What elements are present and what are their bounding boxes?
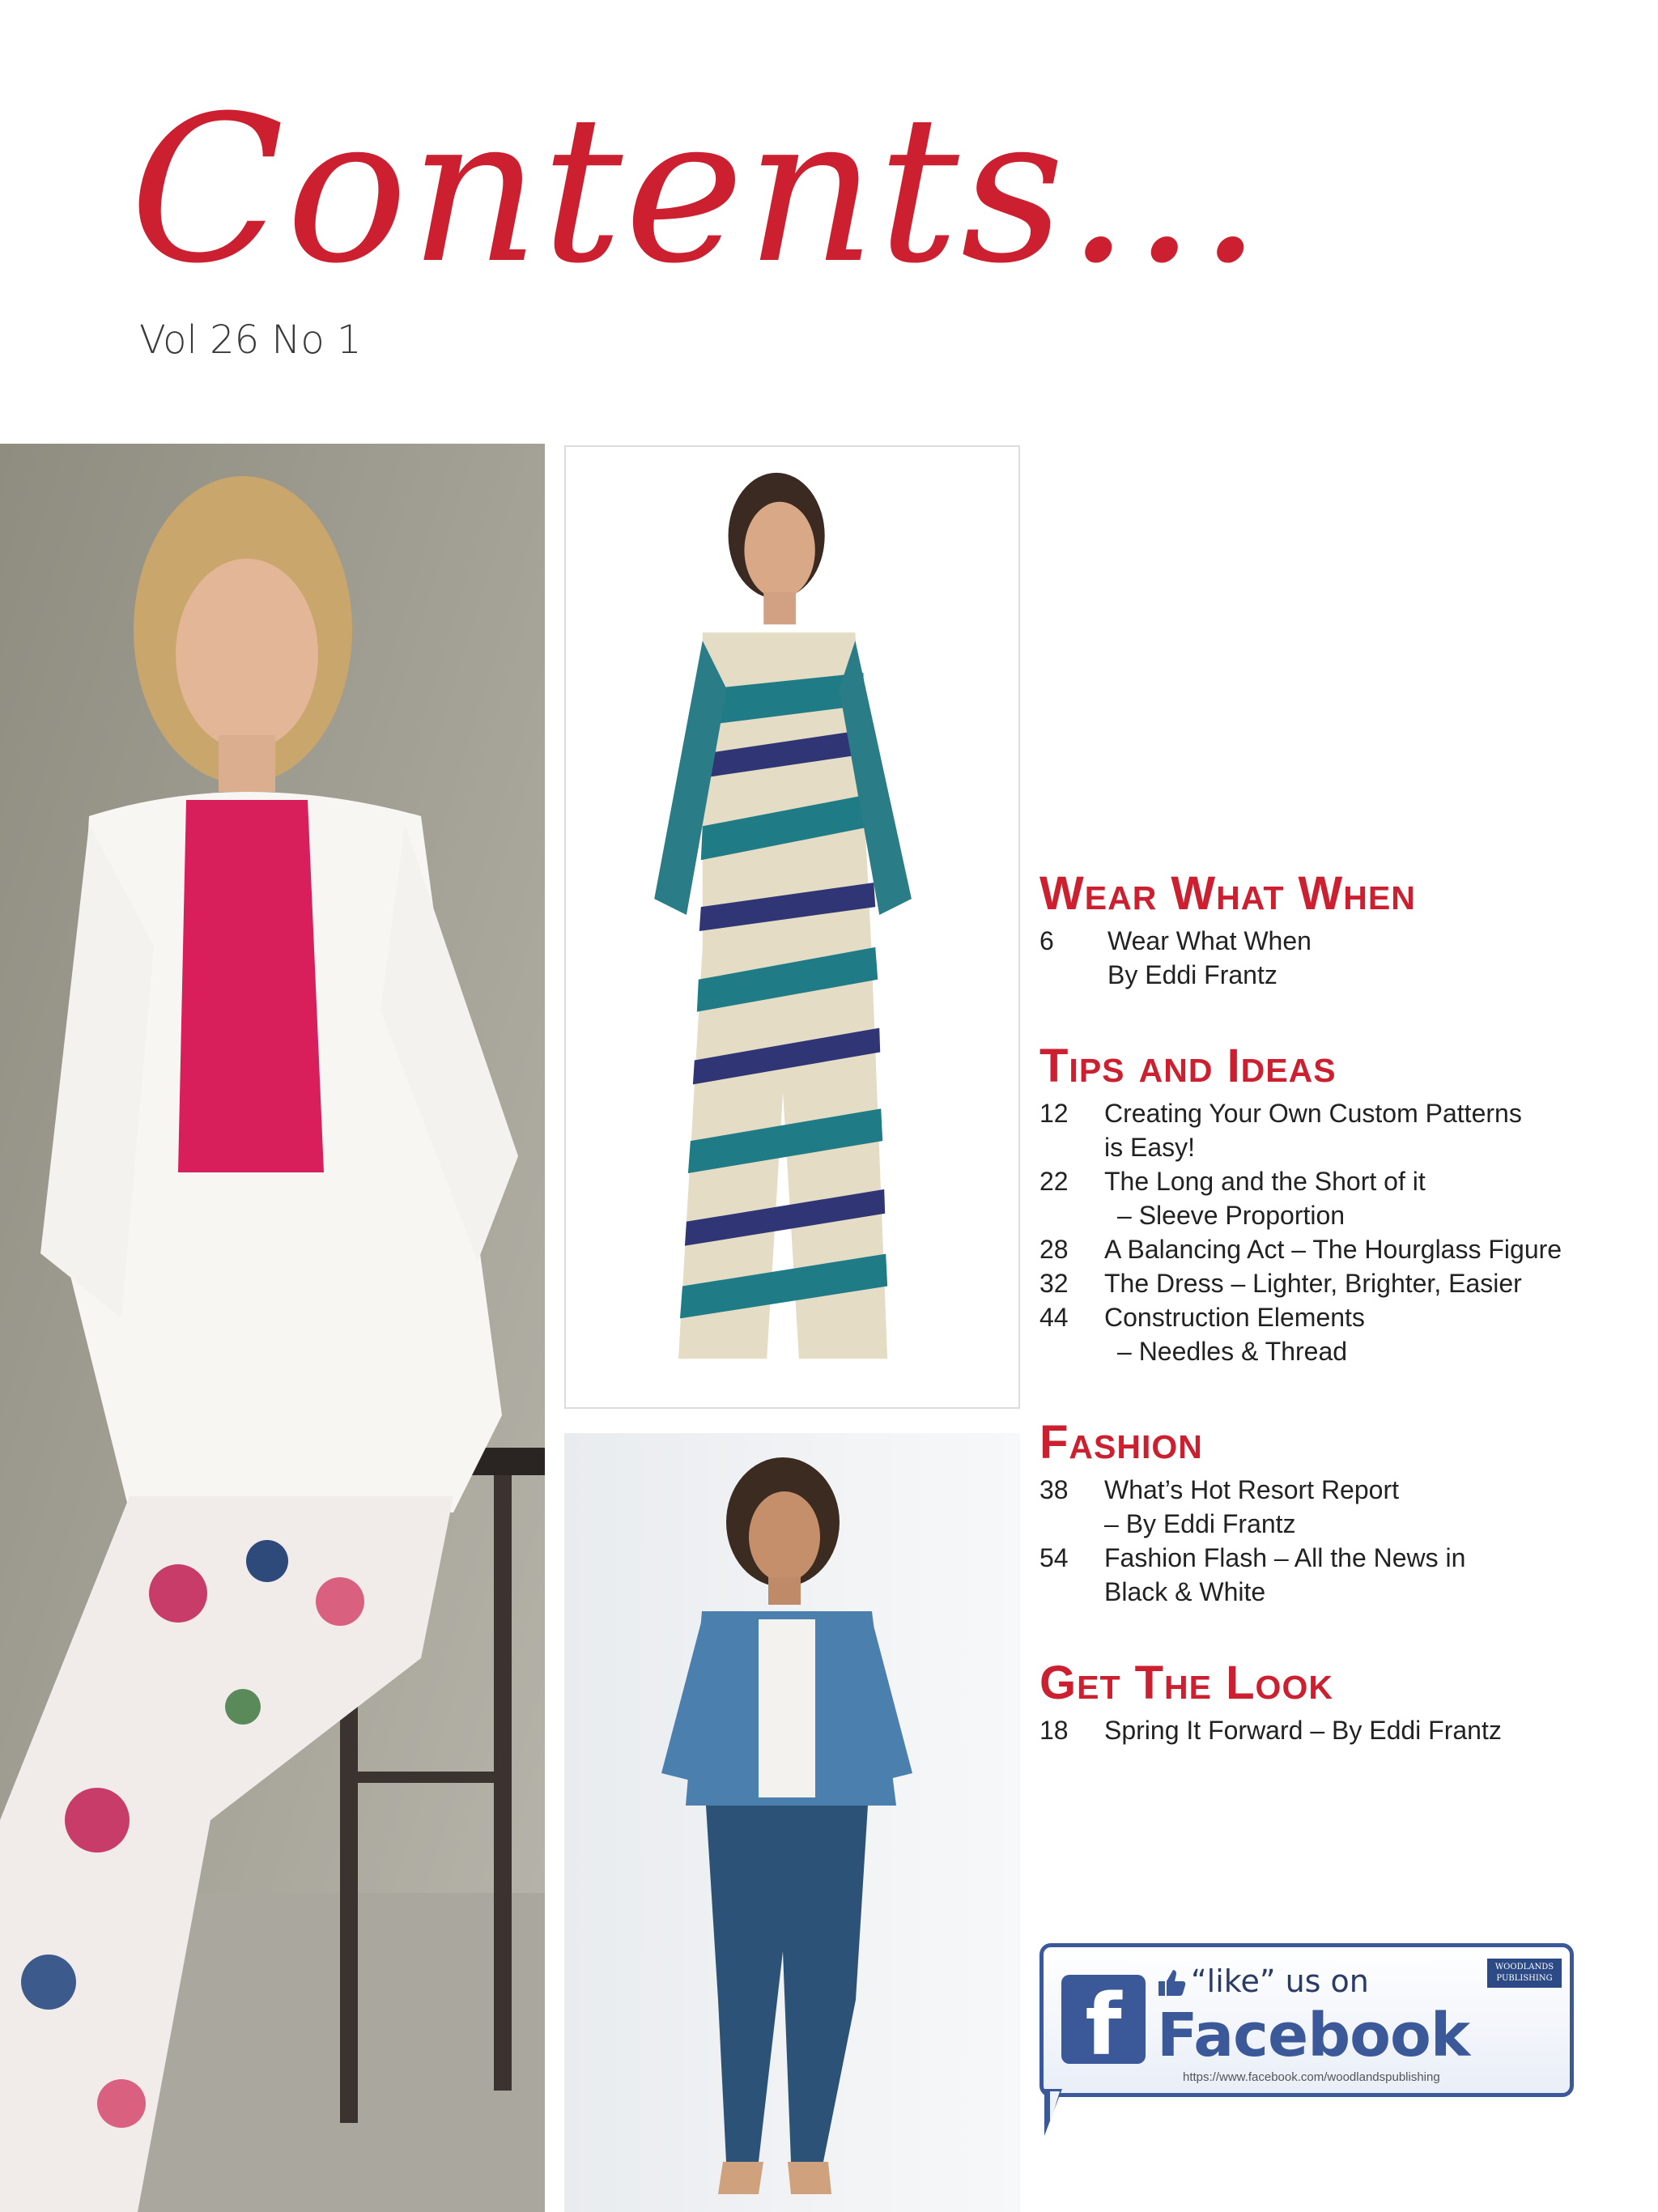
toc-entry xyxy=(1039,1266,1639,1300)
volume-label: Vol 26 No 1 xyxy=(139,317,362,363)
entry-title: Spring It Forward – By Eddi Frantz xyxy=(1104,1716,1502,1745)
entry-title: Wear What When xyxy=(1107,926,1312,955)
facebook-logo-icon: f xyxy=(1061,1975,1146,2064)
toc-entry xyxy=(1039,1232,1639,1266)
entry-title: The Dress – Lighter, Brighter, Easier xyxy=(1104,1269,1522,1298)
page-number: 12 xyxy=(1039,1099,1069,1128)
facebook-wordmark: Facebook xyxy=(1157,2001,1470,2070)
toc-section xyxy=(1039,1039,1639,1368)
page-number: 18 xyxy=(1039,1716,1069,1745)
section-title: Tips and Ideas xyxy=(1039,1040,1337,1092)
photo-striped-jumpsuit xyxy=(564,445,1020,1409)
entry-subtitle: Black & White xyxy=(1104,1577,1266,1606)
section-title: Fashion xyxy=(1039,1416,1203,1469)
entry-title: The Long and the Short of it xyxy=(1104,1167,1426,1196)
toc-section xyxy=(1039,1415,1639,1609)
page-number: 32 xyxy=(1039,1269,1069,1298)
toc-entry xyxy=(1039,1164,1639,1232)
table-of-contents xyxy=(1039,866,1639,1794)
page-number: 44 xyxy=(1039,1303,1069,1332)
toc-entry xyxy=(1039,1541,1639,1609)
page-title: Contents... xyxy=(130,72,1265,308)
toc-entry xyxy=(1039,924,1639,992)
entry-title: Construction Elements xyxy=(1104,1303,1365,1332)
entry-subtitle: By Eddi Frantz xyxy=(1107,960,1278,989)
page-number: 28 xyxy=(1039,1235,1069,1264)
toc-entry xyxy=(1039,1713,1639,1747)
section-title: Wear What When xyxy=(1039,867,1416,920)
page-number: 6 xyxy=(1039,926,1054,955)
toc-entry xyxy=(1039,1096,1639,1164)
entry-subtitle: – Needles & Thread xyxy=(1117,1337,1348,1366)
entry-title: Fashion Flash – All the News in xyxy=(1104,1543,1466,1572)
page-number: 54 xyxy=(1039,1543,1069,1572)
entry-subtitle: – Sleeve Proportion xyxy=(1117,1201,1346,1230)
entry-subtitle: – By Eddi Frantz xyxy=(1104,1509,1296,1538)
toc-entry xyxy=(1039,1300,1639,1368)
facebook-like-banner[interactable] xyxy=(1039,1943,1574,2097)
facebook-url[interactable]: https://www.facebook.com/woodlandspublishing xyxy=(1183,2070,1440,2084)
toc-entry xyxy=(1039,1473,1639,1541)
publisher-logo: WOODLANDS PUBLISHING xyxy=(1487,1959,1562,1988)
entry-title: What’s Hot Resort Report xyxy=(1104,1475,1399,1504)
speech-bubble-tail-inner xyxy=(1050,2091,1060,2124)
page-number: 22 xyxy=(1039,1167,1069,1196)
section-title: Get The Look xyxy=(1039,1657,1333,1709)
toc-section xyxy=(1039,866,1639,992)
toc-section xyxy=(1039,1656,1639,1747)
entry-title: A Balancing Act – The Hourglass Figure xyxy=(1104,1235,1562,1264)
photo-denim-jacket xyxy=(564,1433,1020,2212)
page-number: 38 xyxy=(1039,1475,1069,1504)
thumbs-up-icon xyxy=(1155,1967,1188,1999)
facebook-like-text: “like” us on xyxy=(1191,1963,1369,1999)
entry-subtitle: is Easy! xyxy=(1104,1133,1196,1162)
photo-woman-white-shirt xyxy=(0,444,545,2212)
entry-title: Creating Your Own Custom Patterns xyxy=(1104,1099,1522,1128)
